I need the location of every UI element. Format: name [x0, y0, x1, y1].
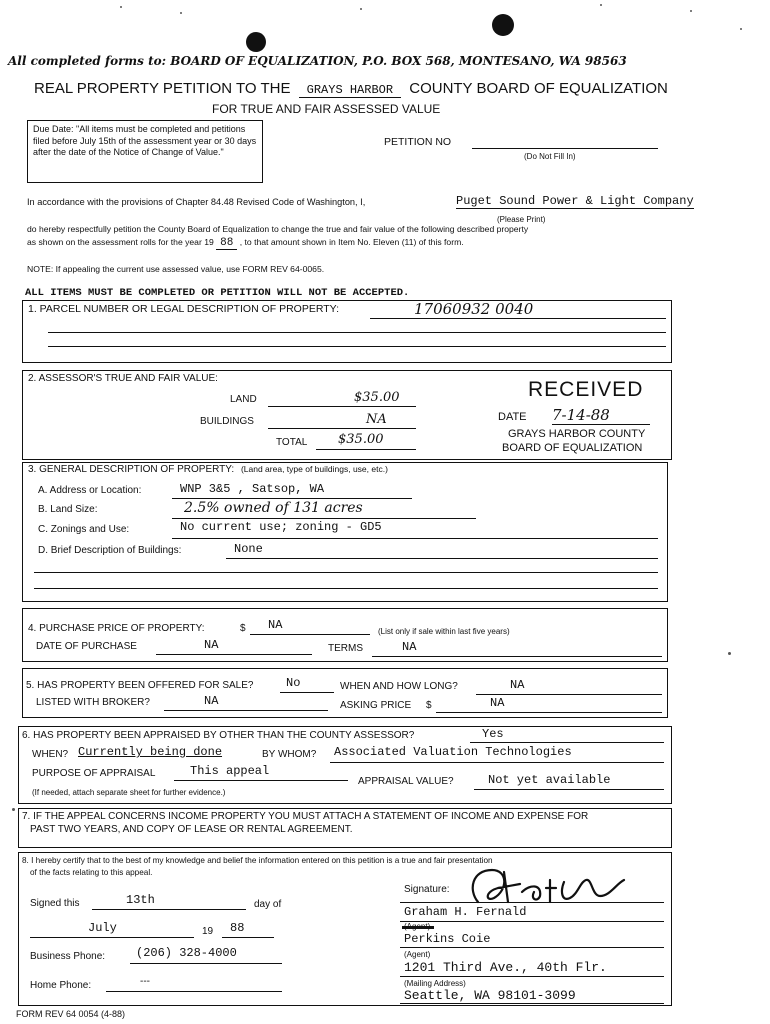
received-text: RECEIVED — [528, 378, 644, 401]
form-subtitle: FOR TRUE AND FAIR ASSESSED VALUE — [212, 102, 441, 116]
s3-b-label: B. Land Size: — [38, 504, 98, 515]
s1-line-3 — [48, 346, 666, 347]
address-line — [400, 976, 664, 977]
petition-no-line[interactable] — [472, 148, 658, 149]
s6-answer-line — [470, 742, 664, 743]
signature-label: Signature: — [404, 884, 450, 895]
title-prefix: REAL PROPERTY PETITION TO THE — [34, 80, 291, 97]
purchase-terms[interactable]: NA — [402, 640, 417, 654]
title-suffix: COUNTY BOARD OF EQUALIZATION — [409, 80, 668, 97]
petition-no-label: PETITION NO — [384, 136, 452, 148]
s5-asking-label: ASKING PRICE — [340, 700, 412, 711]
home-phone-label: Home Phone: — [30, 980, 92, 991]
signed-year[interactable]: 88 — [230, 921, 245, 935]
signer-line — [400, 921, 664, 922]
s7-line-1: 7. IF THE APPEAL CONCERNS INCOME PROPERTY YOU MUST ATTACH A STATEMENT OF INCOME AND EXPENSE FOR — [22, 811, 589, 822]
mailing-label: (Mailing Address) — [404, 979, 466, 988]
s7-line-2: PAST TWO YEARS, AND COPY OF LEASE OR RENTAL AGREEMENT. — [30, 824, 353, 835]
s5-broker-label: LISTED WITH BROKER? — [36, 697, 150, 708]
nineteen-label: 19 — [202, 926, 214, 937]
s6-value-line — [474, 789, 664, 790]
land-value[interactable]: $35.00 — [354, 390, 400, 405]
s5-dollar: $ — [426, 700, 432, 711]
s4-price-line — [250, 634, 370, 635]
signed-day-line — [92, 909, 246, 910]
s2-label: 2. ASSESSOR'S TRUE AND FAIR VALUE: — [28, 373, 218, 384]
assessment-year[interactable]: 88 — [216, 237, 237, 250]
firm-line — [400, 947, 664, 948]
s3-c-line — [172, 538, 658, 539]
s6-footnote: (If needed, attach separate sheet for further evidence.) — [32, 788, 226, 797]
due-date-box — [27, 120, 263, 183]
appraised-by[interactable]: Associated Valuation Technologies — [334, 745, 572, 759]
appraised-answer[interactable]: Yes — [482, 727, 504, 741]
firm-name: Perkins Coie — [404, 932, 491, 946]
s4-list-note: (List only if sale within last five years) — [378, 627, 510, 636]
s3-a-line — [172, 498, 412, 499]
petitioner-name[interactable]: Puget Sound Power & Light Company — [456, 194, 694, 208]
signed-this-label: Signed this — [30, 898, 80, 909]
s3-hint: (Land area, type of buildings, use, etc.) — [240, 464, 388, 474]
stamp-date: 7-14-88 — [552, 406, 650, 425]
received-stamp — [496, 374, 668, 460]
s4-dollar: $ — [240, 623, 246, 634]
s5-broker-line — [164, 710, 328, 711]
signed-month-line — [30, 937, 194, 938]
note-line: NOTE: If appealing the current use assessed value, use FORM REV 64-0065. — [27, 264, 325, 274]
s3-extra-line-1 — [34, 572, 658, 573]
s1-line-2 — [48, 332, 666, 333]
s4-date-line — [156, 654, 312, 655]
total-line — [316, 449, 416, 450]
s6-value-label: APPRAISAL VALUE? — [358, 776, 454, 787]
s3-b-line — [172, 518, 476, 519]
s3-d-label: D. Brief Description of Buildings: — [38, 545, 182, 556]
day-of-label: day of — [254, 899, 282, 910]
form-id: FORM REV 64 0054 (4-88) — [16, 1009, 126, 1019]
s4-terms-label: TERMS — [328, 643, 363, 654]
stamp-line-1: GRAYS HARBOR COUNTY — [508, 428, 646, 440]
date-of-purchase[interactable]: NA — [204, 638, 219, 652]
s8-line-2: of the facts relating to this appeal. — [30, 868, 153, 877]
please-print: (Please Print) — [497, 215, 546, 224]
s6-when-label: WHEN? — [32, 749, 69, 760]
home-phone-line — [106, 991, 282, 992]
warning-line: ALL ITEMS MUST BE COMPLETED OR PETITION WILL NOT BE ACCEPTED. — [25, 287, 410, 299]
business-phone-line — [130, 963, 282, 964]
mailing-address: 1201 Third Ave., 40th Flr. — [404, 960, 607, 975]
offered-for-sale[interactable]: No — [286, 676, 301, 690]
accordance-text: In accordance with the provisions of Chapter 84.48 Revised Code of Washington, I, — [27, 197, 366, 207]
business-phone[interactable]: (206) 328-4000 — [136, 946, 237, 960]
s5-offered-line — [280, 692, 334, 693]
signed-day[interactable]: 13th — [126, 893, 155, 907]
s6-by-line — [330, 762, 664, 763]
appraisal-when[interactable]: Currently being done — [78, 745, 223, 759]
signed-month[interactable]: July — [88, 921, 117, 935]
firm-label-strike — [402, 926, 434, 929]
s4-date-label: DATE OF PURCHASE — [36, 641, 137, 652]
year-prefix: as shown on the assessment rolls for the year 19 — [27, 237, 214, 247]
s3-a-value[interactable]: WNP 3&5 , Satsop, WA — [180, 482, 325, 496]
s3-c-label: C. Zonings and Use: — [38, 524, 130, 535]
signed-year-line — [222, 937, 274, 938]
asking-price[interactable]: NA — [490, 696, 505, 710]
due-date-text: Due Date: "All items must be completed and petitions filed before July 15th of the assessment year or 30 days after the date of the Notice of Change of Value." — [33, 124, 257, 157]
city-state-zip: Seattle, WA 98101-3099 — [404, 988, 576, 1003]
agent-label: (Agent) — [404, 950, 431, 959]
business-phone-label: Business Phone: — [30, 951, 106, 962]
signer-name: Graham H. Fernald — [404, 905, 527, 919]
mail-to-line: All completed forms to: BOARD OF EQUALIZATION, P.O. BOX 568, MONTESANO, WA 98563 — [8, 54, 627, 68]
s6-purpose-line — [174, 780, 348, 781]
punch-hole-left — [246, 32, 266, 52]
punch-hole-right — [492, 14, 514, 36]
total-value[interactable]: $35.00 — [338, 432, 384, 447]
s5-when-label: WHEN AND HOW LONG? — [340, 681, 458, 692]
buildings-value[interactable]: NA — [366, 412, 387, 427]
parcel-number[interactable]: 17060932 0040 — [414, 300, 534, 318]
s5-label: 5. HAS PROPERTY BEEN OFFERED FOR SALE? — [26, 680, 254, 691]
s3-label — [28, 464, 388, 475]
appraisal-value[interactable]: Not yet available — [488, 773, 611, 787]
land-label: LAND — [230, 394, 257, 405]
s6-by-label: BY WHOM? — [262, 749, 317, 760]
s6-purpose-label: PURPOSE OF APPRAISAL — [32, 768, 156, 779]
s1-label: 1. PARCEL NUMBER OR LEGAL DESCRIPTION OF PROPERTY: — [28, 303, 339, 315]
s3-extra-line-2 — [34, 588, 658, 589]
s1-line-1 — [370, 318, 666, 319]
s6-label: 6. HAS PROPERTY BEEN APPRAISED BY OTHER THAN THE COUNTY ASSESSOR? — [22, 730, 415, 741]
county-name: GRAYS HARBOR — [299, 83, 401, 98]
s5-asking-line — [436, 712, 662, 713]
appraisal-purpose[interactable]: This appeal — [190, 764, 270, 778]
total-label: TOTAL — [276, 437, 308, 448]
s3-b-value[interactable]: 2.5% owned of 131 acres — [184, 500, 363, 516]
buildings-line — [268, 428, 416, 429]
s4-terms-line — [372, 656, 662, 657]
s8-line-1: 8. I hereby certify that to the best of my knowledge and belief the information entered on this petition is a true and fair presentation — [22, 856, 493, 865]
s3-a-label: A. Address or Location: — [38, 485, 142, 496]
land-line — [268, 406, 416, 407]
home-phone[interactable]: --- — [140, 976, 150, 987]
s4-label: 4. PURCHASE PRICE OF PROPERTY: — [28, 623, 205, 634]
accordance-line-2: do hereby respectfully petition the County Board of Equalization to change the true and fair value of the following described property — [27, 224, 529, 234]
buildings-label: BUILDINGS — [200, 416, 254, 427]
s5-when-line — [476, 694, 662, 695]
year-suffix: , to that amount shown in Item No. Eleven (11) of this form. — [239, 237, 464, 247]
city-line — [400, 1003, 664, 1004]
offered-when[interactable]: NA — [510, 678, 525, 692]
signature-line — [400, 902, 664, 903]
stamp-date-label: DATE — [498, 411, 527, 423]
s3-title: 3. GENERAL DESCRIPTION OF PROPERTY: — [28, 464, 235, 475]
accordance-line-3 — [27, 237, 464, 249]
listed-with-broker[interactable]: NA — [204, 694, 219, 708]
s3-d-line — [226, 558, 658, 559]
purchase-price[interactable]: NA — [268, 618, 283, 632]
petition-no-note: (Do Not Fill In) — [524, 152, 576, 161]
form-title — [34, 80, 668, 97]
stamp-line-2: BOARD OF EQUALIZATION — [502, 442, 643, 454]
s3-d-value[interactable]: None — [234, 542, 263, 556]
s3-c-value[interactable]: No current use; zoning - GD5 — [180, 520, 382, 534]
